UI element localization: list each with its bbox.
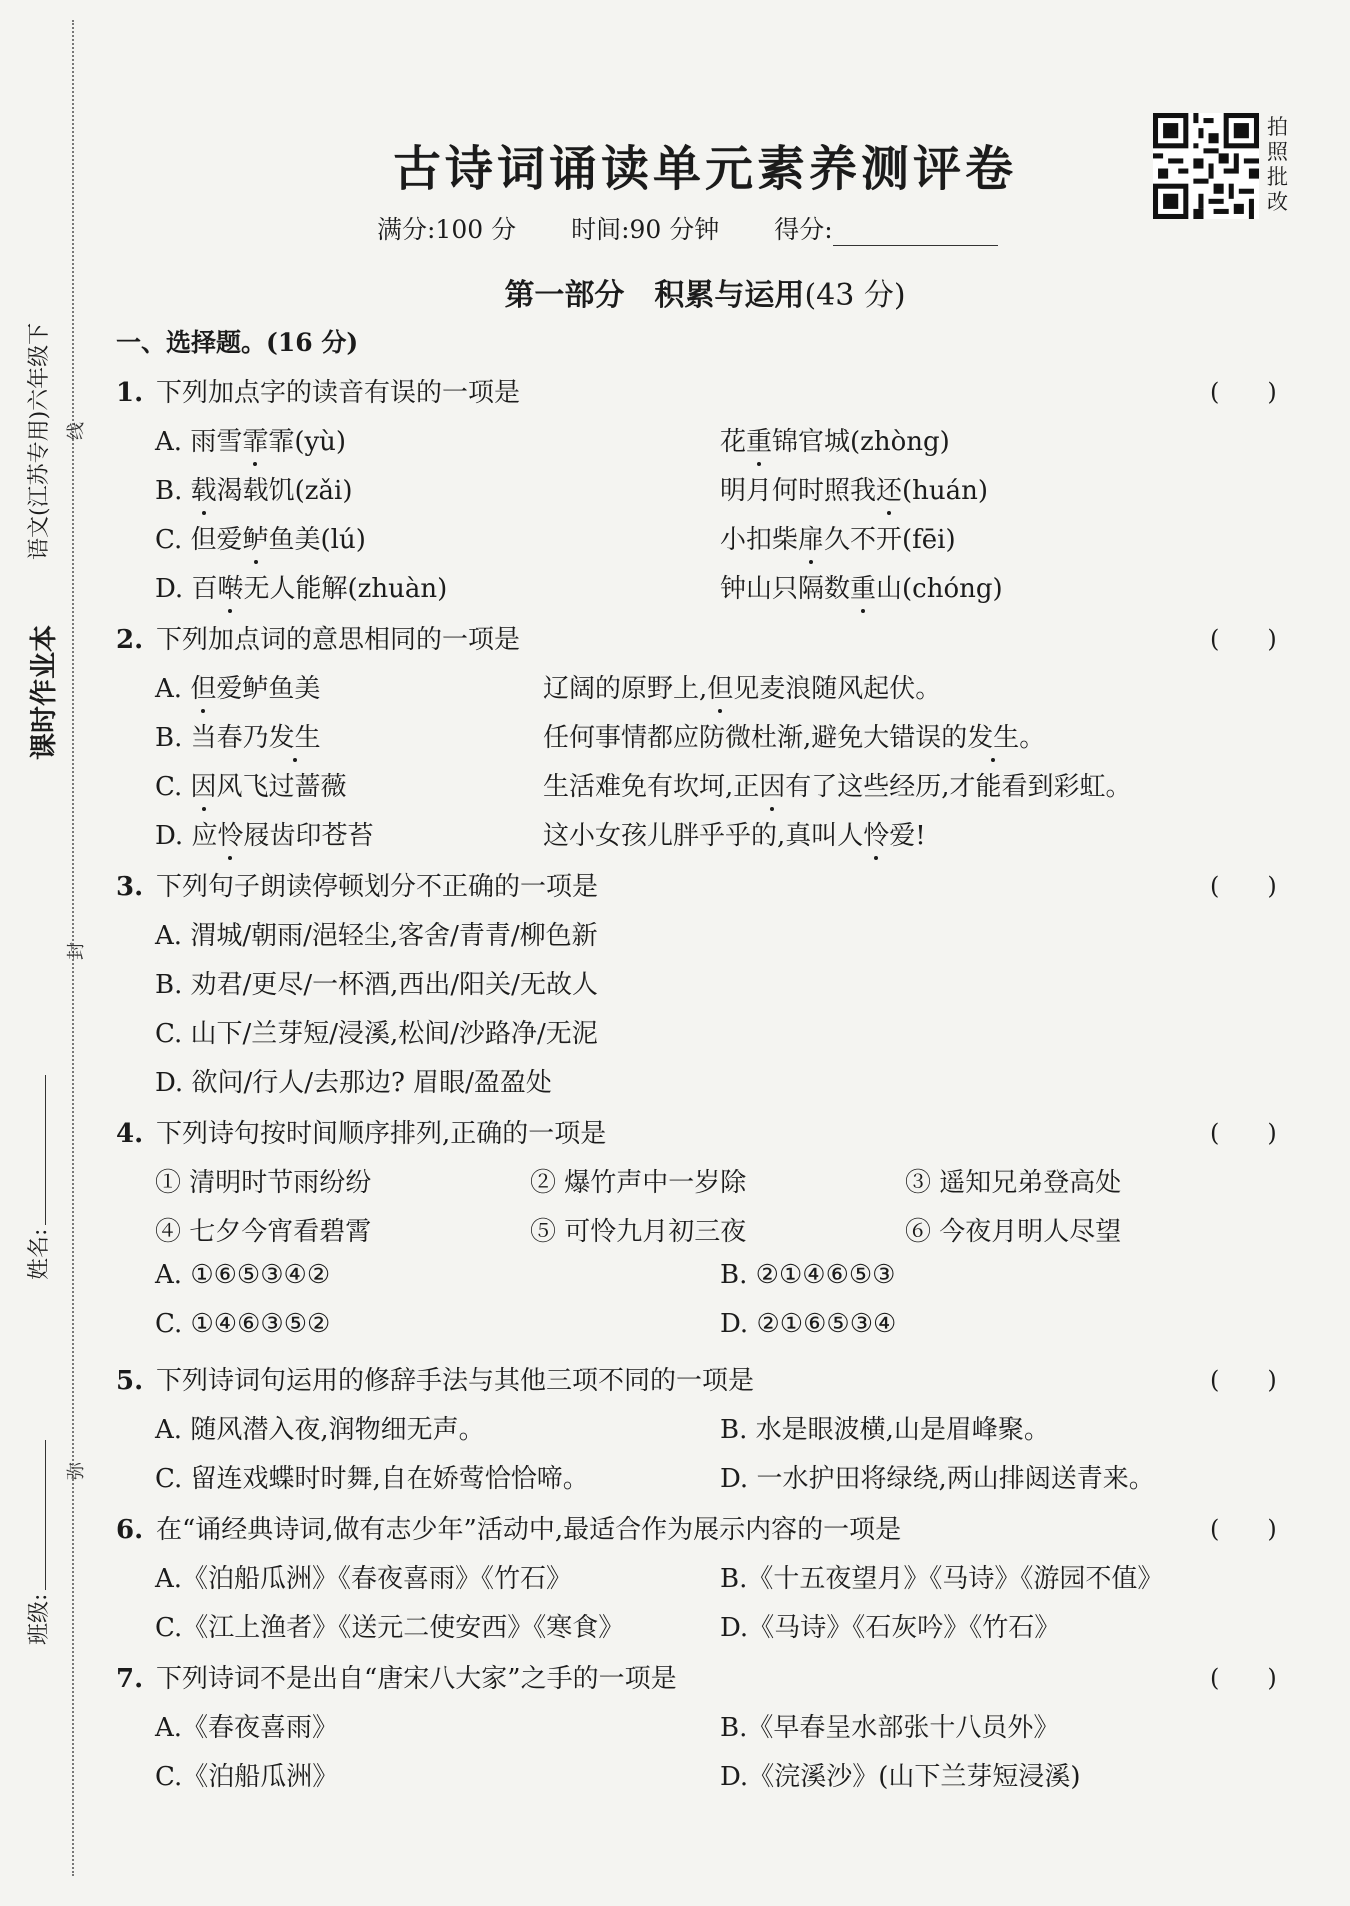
question-number: 5. [116,1366,144,1396]
question-6 [116,1509,901,1546]
option-b-2[interactable]: 任何事情都应防微杜渐,避免大错误的发生。 [543,723,1046,753]
question-number: 6. [116,1515,144,1545]
poem-line-5: ⑤ 可怜九月初三夜 [530,1217,747,1247]
option-c[interactable]: C.《江上渔者》《送元二使安西》《寒食》 [155,1613,625,1643]
qr-code-icon[interactable] [1153,113,1259,219]
option-c[interactable]: C. 留连戏蝶时时舞,自在娇莺恰恰啼。 [155,1464,589,1494]
question-stem: 下列诗词不是出自“唐宋八大家”之手的一项是 [156,1664,677,1694]
subject-label: 语文(江苏专用)六年级下 [27,322,52,560]
part-score: (43 分) [804,278,906,313]
option-b[interactable]: B. 载渴载饥(zǎi) [155,476,353,506]
poem-line-3: ③ 遥知兄弟登高处 [905,1168,1122,1198]
question-number: 4. [116,1119,144,1149]
answer-bracket[interactable]: ( ) [1210,1366,1277,1394]
option-c[interactable]: C. 因风飞过蔷薇 [155,772,347,802]
option-d[interactable]: D. 欲问/行人/去那边? 眉眼/盈盈处 [155,1068,552,1098]
question-2 [116,619,520,656]
exam-info [377,210,1053,246]
option-a[interactable]: A. 雨雪霏霏(yù) [155,427,347,457]
question-number: 1. [116,378,144,408]
question-number: 7. [116,1664,144,1694]
answer-bracket[interactable]: ( ) [1210,378,1277,406]
question-5 [116,1360,754,1397]
option-c-2[interactable]: 小扣柴扉久不开(fēi) [720,525,956,555]
option-a-2[interactable]: 辽阔的原野上,但见麦浪随风起伏。 [543,674,942,704]
option-b[interactable]: B. 水是眼波横,山是眉峰聚。 [720,1415,1050,1445]
option-c[interactable]: C. 山下/兰芽短/浸溪,松间/沙路净/无泥 [155,1019,598,1049]
question-3 [116,866,598,903]
answer-bracket[interactable]: ( ) [1210,1664,1277,1692]
option-a[interactable]: A.《春夜喜雨》 [155,1713,339,1743]
time-limit: 时间:90 分钟 [571,215,720,244]
section-title: 一、选择题。(16 分) [116,328,359,357]
poem-line-2: ② 爆竹声中一岁除 [530,1168,747,1198]
name-label: 姓名: [27,1228,52,1280]
cut-mark-xian: 线 [66,422,87,440]
question-7 [116,1658,677,1695]
question-stem: 在“诵经典诗词,做有志少年”活动中,最适合作为展示内容的一项是 [156,1515,902,1545]
option-b[interactable]: B. 劝君/更尽/一杯酒,西出/阳关/无故人 [155,970,598,1000]
option-d[interactable]: D. 应怜屐齿印苍苔 [155,821,374,851]
class-field[interactable] [22,1440,53,1645]
option-d[interactable]: D. 百啭无人能解(zhuàn) [155,574,448,604]
option-b[interactable]: B. ②①④⑥⑤③ [720,1260,896,1290]
question-4 [116,1113,606,1150]
option-b-2[interactable]: 明月何时照我还(huán) [720,476,989,506]
question-stem: 下列加点词的意思相同的一项是 [156,625,521,655]
option-d[interactable]: D. 一水护田将绿绕,两山排闼送青来。 [720,1464,1155,1494]
name-input-line[interactable] [45,1075,46,1225]
answer-bracket[interactable]: ( ) [1210,1515,1277,1543]
question-stem: 下列句子朗读停顿划分不正确的一项是 [156,872,599,902]
option-d[interactable]: D. ②①⑥⑤③④ [720,1309,897,1339]
question-stem: 下列诗句按时间顺序排列,正确的一项是 [156,1119,607,1149]
cut-mark-mi: 弥 [66,1462,87,1480]
option-a[interactable]: A. 随风潜入夜,润物细无声。 [155,1415,485,1445]
option-c[interactable]: C.《泊船瓜洲》 [155,1762,339,1792]
question-number: 2. [116,625,144,655]
part-title-text: 第一部分 积累与运用 [504,278,805,313]
cut-mark-feng: 封 [66,942,87,960]
answer-bracket[interactable]: ( ) [1210,1119,1277,1147]
name-field[interactable] [22,1075,53,1280]
answer-bracket[interactable]: ( ) [1210,872,1277,900]
option-a[interactable]: A. 渭城/朝雨/浥轻尘,客舍/青青/柳色新 [155,921,598,951]
poem-line-1: ① 清明时节雨纷纷 [155,1168,372,1198]
qr-caption: 拍照批改 [1267,115,1288,214]
brand-label: 课时作业本 [29,625,60,760]
option-c[interactable]: C. ①④⑥③⑤② [155,1309,331,1339]
option-d[interactable]: D.《马诗》《石灰吟》《竹石》 [720,1613,1061,1643]
option-d[interactable]: D.《浣溪沙》(山下兰芽短浸溪) [720,1762,1081,1792]
option-a[interactable]: A. ①⑥⑤③④② [155,1260,331,1290]
poem-line-4: ④ 七夕今宵看碧霄 [155,1217,372,1247]
option-a[interactable]: A. 但爱鲈鱼美 [155,674,321,704]
question-stem: 下列加点字的读音有误的一项是 [156,378,521,408]
part-title [0,270,1350,314]
question-stem: 下列诗词句运用的修辞手法与其他三项不同的一项是 [156,1366,755,1396]
option-c[interactable]: C. 但爱鲈鱼美(lú) [155,525,366,555]
option-c-2[interactable]: 生活难免有坎坷,正因有了这些经历,才能看到彩虹。 [543,772,1132,802]
full-score: 满分:100 分 [377,215,517,244]
question-number: 3. [116,872,144,902]
class-label: 班级: [27,1593,52,1645]
page-title: 古诗词诵读单元素养测评卷 [392,141,1017,197]
score-input-line[interactable] [833,217,998,246]
option-a[interactable]: A.《泊船瓜洲》《春夜喜雨》《竹石》 [155,1564,573,1594]
answer-bracket[interactable]: ( ) [1210,625,1277,653]
score-label: 得分: [774,215,833,244]
poem-line-6: ⑥ 今夜月明人尽望 [905,1217,1122,1247]
question-1 [116,372,520,409]
option-d-2[interactable]: 这小女孩儿胖乎乎的,真叫人怜爱! [543,821,926,851]
class-input-line[interactable] [45,1440,46,1590]
option-d-2[interactable]: 钟山只隔数重山(chóng) [720,574,1003,604]
option-b[interactable]: B.《十五夜望月》《马诗》《游园不值》 [720,1564,1164,1594]
option-b[interactable]: B.《早春呈水部张十八员外》 [720,1713,1060,1743]
option-b[interactable]: B. 当春乃发生 [155,723,321,753]
option-a-2[interactable]: 花重锦官城(zhòng) [720,427,950,457]
